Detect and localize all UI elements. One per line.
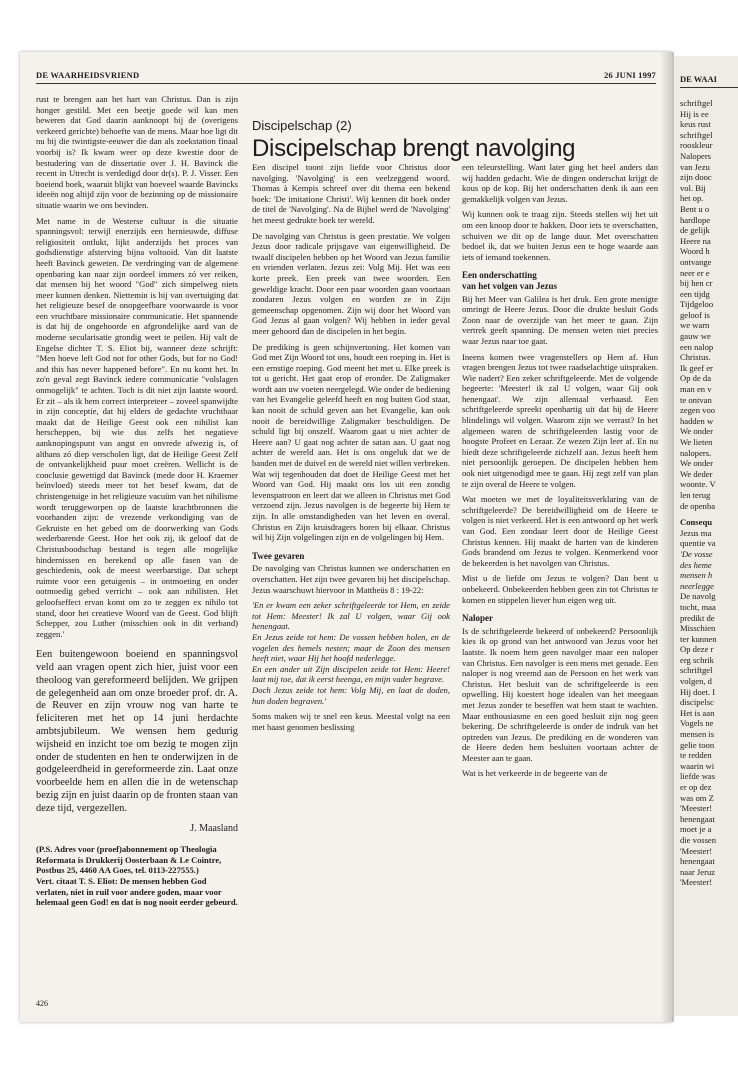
next-page-line: tocht, maa — [680, 601, 716, 612]
paragraph: Met name in de Westerse cultuur is die situatie spanningsvol: terwijl enerzijds een hernieuwde, diffuse religiositeit ontlukt, lijkt anderzijds het proces van godsdienstige afsterving bijna voltooid. Van dit laatste heeft Bavinck geweten. De verdringing van de algemene openbaring kan naar zijn oordeel immers zó ver reiken, dat mensen bij het woord "God" zich simpelweg niets meer kunnen denken. Niettemin is hij van overtuiging dat het religieuze besef de onopgeefbare voorwaarde is voor een vruchtbare missionaire communicatie. Het spannende is dat hij de ongehoorde en afgrondelijke aard van de moderne secularisatie grondig weet te peilen. Hij valt de Engelse dichter T. S. Eliot bij, wanneer deze schrijft: "Men hoeve left God not for other Gods, but for no God! and this has never happened before". En nu komt het. In zo'n geval zegt Bavinck iedere communicatie "volslagen onmogelijk" te achten. Toch is dit niet zijn laatste woord. Er zit – als ik hem correct interpreteer – zoveel spanwijdte in zijn conceptie, dat hij elders de gedachte vruchtbaar maakt dat de Heilige Geest ook een nihilist kan herscheppen, bij wie dus zelfs het negatieve aanknopingspunt van angst en onvrede afwezig is, of althans zó diep verscholen ligt, dat de Heilige Geest Zelf de ontvankelijkheid puur moet creëren. Wellicht is de conclusie gewettigd dat Bavinck (mede door H. Kraemer beïnvloed) steeds meer tot het besef kwam, dat de christengetuige in het religieuze vacuüm van het nihilisme wordt teruggeworpen op de laatste krachtbronnen die voorhanden zijn: de vrezende verkondiging van de Gekruiste en het gebed om de doorwerking van Gods wederbarende Geest. Hoe het ook zij, ik geloof dat de Christusboodschap bestand is tegen alle mogelijke hindernissen en berekend op alle fasen van de geschiedenis, ook de meest weerbarstige. Dat schept ruimte voor een getuigenis – in ontmoeting en onder ootmoedig gebed verricht – ook aan nihilisten. Het geloofseffect ervan komt om zo te zeggen ex nihilo tot stand, door het creatieve Woord van de Geest. God blijft Schepper, zou Luther (misschien ook in dit verband) zeggen.' — [36, 215, 238, 639]
next-page-line: Consequ — [680, 517, 712, 528]
issue-date: 26 JUNI 1997 — [604, 70, 656, 80]
next-page-line: We lieten — [680, 437, 713, 447]
next-page-line: man en v — [680, 384, 712, 395]
next-page-line: Nalopers — [680, 150, 712, 161]
paragraph: Een discipel toont zijn liefde voor Christus door navolging. 'Navolging' is een veelzeggend woord. Thomas à Kempis schreef over dit thema een bekend boek: 'De imitatione Christi'. Wij kennen dit boek onder de titel de 'Navolging'. Na de Bijbel werd de 'Navolging' het meest gedrukte boek ter wereld. — [252, 162, 450, 225]
section-heading: Naloper — [462, 613, 493, 624]
next-page-line: quentie va — [680, 538, 716, 549]
next-page-line: neerlegge — [680, 580, 714, 591]
paragraph: Wij kunnen ook te traag zijn. Steeds stellen wij het uit om een knoop door te hakken. Door iets te overschatten, schuiven we dit op de lange duur. Met overschatten bedoel ik, dat we buiten Jezus een te hoge waarde aan iets of iemand toekennen. — [462, 209, 658, 262]
next-page-line: liefde was — [680, 771, 716, 782]
next-page-line: We deder — [680, 468, 713, 479]
next-page-line: Hij is ee — [680, 108, 709, 119]
next-page-line: 'Meester! — [680, 845, 713, 856]
next-page-line: woonte. V — [680, 479, 716, 490]
next-page-line: Misschien — [680, 623, 716, 634]
next-page-line: keus rust — [680, 119, 711, 130]
paragraph: Is de schriftgeleerde bekeerd of onbekeerd? Persoonlijk kies ik op grond van het antwoord van Jezus voor het laatste. Ik noem hem geen navolger maar een naloper van Christus. Een navolger is een mens met genade. Een naloper is nog vreemd aan de Persoon en het werk van Christus. Het besluit van de schriftgeleerde is een opwelling. Hij koestert hoge idealen van het meegaan met Jezus zonder te beseffen wat hem staat te wachten. Maar enthousiasme en een goed besluit zijn nog geen bekering. De schriftgeleerde is onder de indruk van het optreden van Jezus. De prediking en de wonderen van de Heere deden hem besluiten voortaan achter de Meester aan te gaan. — [462, 625, 658, 763]
next-page-line: neer er e — [680, 267, 710, 278]
paragraph: rust te brengen aan het hart van Christus. Dan is zijn honger gestild. Met een beetje goede wil kan men beweren dat God daarin aanknoopt bij de (overigens verkeerd gerichte) behoefte van de mens. Maar hoe ligt dit nu bij die twintigste-eeuwer die dan als zoekstation finaal voorbij is? Ik kwam weer op deze kwestie door de bestudering van de dissertatie over J. H. Bavinck die recent in Utrecht is verdedigd door dr(s). P. J. Visser. Een boeiend boek, waaruit blijkt van hoeveel waarde Bavincks ideeën nog altijd zijn voor de bezinning op de missionaire situatie waarin we ons bevinden. — [36, 94, 238, 210]
next-page-line: die vossen — [680, 834, 717, 845]
next-page-header: DE WAAI — [680, 74, 738, 88]
paragraph: De navolging van Christus is geen prestatie. We volgen Jezus door radicale prijsgave van eigenwilligheid. De twaalf discipelen hebben op het Woord van Jezus familie en vrienden verlaten. Jezus zei: Volg Mij. Het was een korte preek. Een preek van twee woorden. Een geweldige kracht. Door een paar woorden gaan voortaan zondaren Jezus volgen en worden ze in Zijn gemeenschap opgenomen. Zijn wij door het Woord van God Jezus al gaan volgen? Wij hebben in ieder geval meer gehoord dan de discipelen in het begin. — [252, 230, 450, 336]
next-page-line: moet je a — [680, 824, 712, 835]
next-page-line: gelie toon — [680, 739, 715, 750]
next-page-line: Woord h — [680, 246, 710, 257]
next-page-line: een tijdg — [680, 288, 710, 299]
next-page-line: Heere na — [680, 235, 711, 246]
next-page-line: er op dez — [680, 782, 712, 792]
page-number: 426 — [36, 999, 48, 1008]
next-page-line: van Jezu — [680, 161, 710, 172]
next-page-line: Bent u o — [680, 203, 710, 214]
next-page-line: Tijdgeloo — [680, 299, 714, 310]
next-page-line: de openba — [680, 500, 716, 511]
next-page-line: de gelijk — [680, 225, 710, 236]
next-page-line: erg schrik — [680, 654, 714, 665]
next-page-line: bij hen cr — [680, 278, 713, 289]
next-page-line: het op. — [680, 193, 704, 204]
next-page-line: Christus. — [680, 352, 711, 363]
next-page-line: hardlope — [680, 214, 711, 225]
next-page-text — [680, 98, 738, 888]
paragraph: Bij het Meer van Galilea is het druk. Een grote menigte omringt de Heere Jezus. Door die drukte besluit Gods Zoon naar de overzijde van het meer te gaan. Zijn vertrek geeft spanning. De mensen weten niet precies waar Jezus naar toe gaat. — [462, 293, 658, 346]
next-page-line: ontvange — [680, 256, 712, 267]
paragraph: De navolging van Christus kunnen we onderschatten en overschatten. Het zijn twee gevaren bij het discipelschap. Jezus waarschuwt hiervoor in Mattheüs 8 : 19-22: — [252, 563, 450, 595]
article-headline: Discipelschap brengt navolging — [252, 135, 576, 162]
column-right — [462, 162, 658, 992]
next-page-line: des heme — [680, 559, 712, 570]
next-page-line: zegen voo — [680, 405, 716, 416]
translation-note: Vert. citaat T. S. Eliot: De mensen hebben God verlaten, niet in ruil voor andere goden, maar voor helemaal geen God! en dat is nog nooit eerder gebeurd. — [36, 876, 238, 908]
next-page-line: te ontvan — [680, 394, 712, 405]
next-page-line: schriftgel — [680, 129, 713, 140]
running-header — [36, 70, 656, 84]
column-left — [36, 94, 238, 994]
next-page-line: Op de da — [680, 373, 712, 384]
next-page-line: We onder — [680, 426, 713, 437]
scripture-quote: 'En er kwam een zeker schriftgeleerde tot Hem, en zeide tot Hem: Meester! Ik zal U volgen, waar Gij ook henengaat. — [252, 600, 450, 632]
next-page-line: een nalop — [680, 341, 714, 352]
next-page-line: henengaat — [680, 856, 715, 867]
next-page-line: discipelsc — [680, 697, 714, 708]
next-page-line: Op deze r — [680, 644, 714, 655]
scripture-quote: En een ander uit Zijn discipelen zeide tot Hem: Heere! laat mij toe, dat ik eerst heenga, en mijn vader begrave. — [252, 663, 450, 685]
next-page-line: 'Meester! — [680, 877, 713, 888]
next-page-line: 'Meester! — [680, 803, 713, 814]
next-page-line: Ik geef er — [680, 362, 713, 373]
next-page-line: vol. Bij — [680, 182, 706, 193]
next-page-line: rooskleur — [680, 140, 713, 151]
footnote — [36, 844, 238, 907]
scripture-quote: Doch Jezus zeide tot hem: Volg Mij, en laat de doden, hun doden begraven.' — [252, 684, 450, 706]
paragraph: Ineens komen twee vragenstellers op Hem af. Hun vragen brengen Jezus tot twee raadselachtige uitspraken. Wie nadert? Een zeker schriftgeleerde. Met de volgende begeerte: 'Meester! ik zal U volgen, waar Gij ook henengaat'. We zijn allemaal verbaasd. Een schriftgeleerde spreekt openhartig uit dat hij de Heere blindelings wil volgen. Waarom zijn we verrast? In het algemeen waren de schriftgeleerden lastig voor de hoogste Profeet en Leraar. Ze wezen Zijn leer af. En nu biedt deze schriftgeleerde zichzelf aan. Jezus heeft hem niet persoonlijk geroepen. De discipelen hebben hem ook niet uitgenodigd mee te gaan. Hij zegt zelf van plan te zijn overal de Heere te volgen. — [462, 351, 658, 489]
section-heading-line: Een onderschatting — [462, 270, 537, 281]
paragraph: Soms maken wij te snel een keus. Meestal volgt na een met haast genomen beslissing — [252, 711, 450, 732]
next-page-line: Vogels ne — [680, 718, 714, 729]
subscription-note: (P.S. Adres voor (proef)abonnement op Theologia Reformata is Drukkerij Oosterbaan & Le Cointre, Postbus 25, 4460 AA Goes, tel. 0113-227555.) — [36, 844, 222, 876]
next-page-line: ter kunnen — [680, 633, 717, 644]
next-page-line: naar Jeruz — [680, 866, 716, 877]
next-page-line: Jezus ma — [680, 527, 712, 538]
next-page-line: hadden w — [680, 415, 714, 426]
next-page-line: schriftgel — [680, 98, 713, 108]
next-page-edge — [672, 56, 738, 1016]
next-page-line: geloof is — [680, 309, 710, 320]
next-page-line: len terug — [680, 489, 711, 500]
next-page-line: henengaat — [680, 813, 715, 824]
paragraph: een teleurstelling. Want later ging het heel anders dan wij hadden gedacht. Wie de dingen onderschat krijgt de kous op de kop. Bij het onderschatten denk ik aan een gemakkelijk volgen van Jezus. — [462, 162, 658, 204]
section-heading — [462, 270, 658, 291]
next-page-line: volgen, d — [680, 676, 712, 687]
next-page-line: gauw we — [680, 331, 711, 342]
next-page-line: 'De vosse — [680, 548, 713, 559]
next-page-line: Het is aan — [680, 707, 715, 718]
section-heading-line: van het volgen van Jezus — [462, 280, 558, 291]
section-heading: Twee gevaren — [252, 550, 305, 561]
scripture-quote: En Jezus zeide tot hem: De vossen hebben holen, en de vogelen des hemels nesten; maar de Zoon des mensen heeft niet, waar Hij het hoofd nederlegge. — [252, 631, 450, 664]
next-page-line: waarin wi — [680, 760, 715, 771]
article-title-block — [252, 118, 672, 163]
paragraph: Een buitengewoon boeiend en spanningsvol veld aan vragen opent zich hier, juist voor een theoloog van gereformeerd belijden. We grijpen de gelegenheid aan om onze broeder prof. dr. A. de Reuver en zijn vrouw nog van harte te feliciteren met het op 14 juni herdachte ambtsjubileum. We wensen hem gedurig wijsheid en inzicht toe om bezig te mogen zijn onder de studenten en hen te onderwijzen in de godgeleerdheid in gereformeerde zin. Laat onze voorbeelde hem en allen die in de wetenschap bezig zijn en juist daarin op de fronten staan van deze tijd, vergezellen. — [36, 649, 238, 814]
paragraph: Wat is het verkeerde in de begeerte van de — [462, 768, 608, 779]
newspaper-page — [20, 52, 672, 1022]
next-page-line: schriftgel — [680, 665, 713, 676]
paragraph: De prediking is geen schijnvertoning. Het komen van God met Zijn Woord tot ons, houdt een roeping in. Het is een ernstige roeping. God meent het met u. Elke preek is tot u gericht. Het gaat erop of eronder. De Zaligmaker wordt aan uw voeten neergelegd. Wie onder de bediening van het Evangelie geleefd heeft en nog buiten God staat, kan nooit de schuld geven aan het Evangelie, kan ook nooit de bereidwillige Zaligmaker beschuldigen. De schuld ligt bij onszelf. Waarom gaat u niet achter de Heere aan? U gaat nog achter de satan aan. U gaat nog achter de wereld aan. Het is ons ongeluk dat we de banden met de duivel en de wereld niet willen verbreken. Wat wij tegenhouden dat doet de Heilige Geest met het Woord van God. Hij maakt ons los uit een zondig levenspatroon en leert dat we alleen in Christus met God verzoend zijn. Jezus navolgen is de begeerte bij Hem te zijn. In alle omstandigheden van het leven en overal. Christus en Zijn kruisdragers horen bij elkaar. Christus wil bij Zijn volgelingen zijn en de volgelingen bij Hem. — [252, 341, 450, 543]
next-page-line: mensen h — [680, 570, 713, 581]
next-page-line: nalopers. — [680, 447, 712, 458]
next-page-line: De navolg — [680, 591, 716, 602]
next-page-line: mensen is — [680, 729, 715, 740]
publication-title: DE WAARHEIDSVRIEND — [36, 70, 140, 80]
paragraph: Wat moeten we met de loyaliteitsverklaring van de schriftgeleerde? De bereidwilligheid om de Heere te volgen is niet verkeerd. Het is een antwoord op het werk van God. Een zondaar leert door de Heilige Geest Christus kennen. Hij maakt de harten van de kinderen Gods brandend om Jezus te volgen. Kenmerkend voor de bekeerden is het navolgen van Christus. — [462, 494, 658, 568]
next-page-line: We onder — [680, 458, 713, 469]
next-page-line: we warn — [680, 320, 710, 331]
next-page-line: was om Z — [680, 792, 714, 803]
next-page-line: te redden — [680, 750, 712, 761]
next-page-line: Hij doet. I — [680, 686, 716, 697]
paragraph: Mist u de liefde om Jezus te volgen? Dan bent u onbekeerd. Onbekeerden hebben geen zin tot Christus te komen en stippelen liever hun eigen weg uit. — [462, 573, 658, 605]
next-page-line: zijn dooc — [680, 172, 712, 183]
author-signature: J. Maasland — [190, 822, 238, 834]
article-kicker: Discipelschap (2) — [252, 118, 352, 133]
column-middle — [252, 162, 450, 992]
next-page-line: predikt de — [680, 612, 715, 623]
